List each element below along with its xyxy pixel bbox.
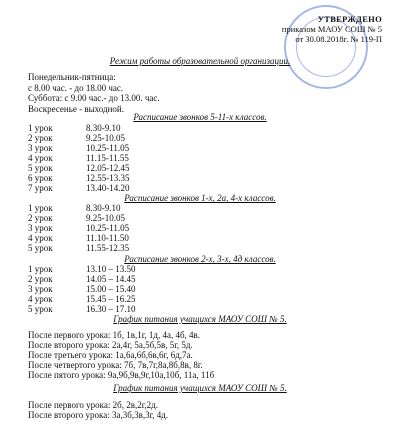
lesson-label: 3 урок (28, 143, 53, 153)
regime-line: с 8.00 час. - до 18.00 час. (28, 82, 124, 93)
lesson-label: 1 урок (28, 203, 53, 213)
schedule3-table (28, 264, 136, 314)
schedule-row (28, 233, 129, 243)
lesson-time: 8.30-9.10 (86, 123, 121, 133)
lesson-label: 2 урок (28, 213, 53, 223)
approval-order: приказом МАОУ СОШ № 5 (281, 24, 382, 34)
lesson-label: 7 урок (28, 183, 53, 193)
regime-line: Понедельник-пятница: (28, 72, 116, 82)
lesson-label: 1 урок (28, 264, 53, 274)
regime-line: Воскресенье - выходной. (28, 103, 124, 114)
regime-block (28, 72, 160, 114)
lesson-time: 10.25-11.05 (86, 223, 130, 233)
approval-heading: УТВЕРЖДЕНО (317, 14, 382, 24)
schedule-row (28, 183, 130, 193)
lesson-label: 4 урок (28, 153, 53, 163)
schedule3-title: Расписание звонков 2-х, 3-х, 4д классов. (124, 254, 276, 264)
lesson-time: 11.55-12.35 (86, 243, 130, 253)
schedule-row (28, 243, 129, 253)
lesson-time: 14.05 – 14.45 (86, 274, 136, 284)
lesson-label: 4 урок (28, 294, 53, 304)
schedule-row (28, 304, 136, 314)
lesson-label: 5 урок (28, 243, 53, 253)
lesson-label: 5 урок (28, 304, 53, 314)
schedule-row (28, 173, 130, 183)
lesson-time: 13.40-14.20 (86, 183, 130, 193)
meal-line: После первого урока: 2б, 2в,2г,2д. (28, 400, 158, 410)
meal-line: После второго урока: 2а,4г, 5а,5б,5в, 5г, 5д. (28, 340, 193, 350)
meals2-title: График питания учащихся МАОУ СОШ № 5. (113, 383, 287, 393)
schedule-row (28, 264, 136, 274)
lesson-label: 3 урок (28, 284, 53, 294)
meal-line: После пятого урока: 9а,9б,9в,9г,10а,10б, 11а, 11б (28, 370, 215, 380)
schedule1-title: Расписание звонков 5-11-х классов. (133, 112, 267, 122)
lesson-label: 2 урок (28, 274, 53, 284)
meal-line: После первого урока: 1б, 1в,1г, 1д, 4а, 4б, 4в. (28, 330, 201, 340)
schedule2-title: Расписание звонков 1-х, 2а, 4-х классов. (124, 193, 276, 203)
lesson-label: 4 урок (28, 233, 53, 243)
meals1-title: График питания учащихся МАОУ СОШ № 5. (113, 314, 287, 324)
lesson-time: 8.30-9.10 (86, 203, 121, 213)
schedule-row (28, 274, 136, 284)
schedule-row (28, 153, 130, 163)
lesson-time: 12.05-12.45 (86, 163, 130, 173)
approval-date: от 30.08.2018г. № 119-П (295, 34, 382, 44)
lesson-time: 9.25-10.05 (86, 213, 125, 223)
schedule-row (28, 123, 130, 133)
schedule-row (28, 223, 129, 233)
schedule-row (28, 143, 130, 153)
schedule2-table (28, 203, 129, 253)
lesson-time: 9.25-10.05 (86, 133, 125, 143)
meals2-block (28, 400, 168, 420)
schedule-row (28, 163, 130, 173)
lesson-label: 1 урок (28, 123, 53, 133)
schedule1-table (28, 123, 130, 193)
lesson-time: 12.55-13.35 (86, 173, 130, 183)
lesson-time: 15.00 – 15.40 (86, 284, 136, 294)
schedule-row (28, 213, 129, 223)
lesson-time: 16.30 – 17.10 (86, 304, 136, 314)
schedule-row (28, 284, 136, 294)
schedule-row (28, 203, 129, 213)
lesson-time: 13.10 – 13.50 (86, 264, 136, 274)
lesson-time: 15.45 – 16.25 (86, 294, 136, 304)
meals1-block (28, 330, 214, 380)
lesson-time: 11.15-11.55 (86, 153, 129, 163)
lesson-label: 3 урок (28, 223, 53, 233)
meal-line: После третьего урока: 1а,6а,6б,6в,6г, 6д,7а. (28, 350, 193, 360)
lesson-label: 5 урок (28, 163, 53, 173)
schedule-row (28, 294, 136, 304)
schedule-row (28, 133, 130, 143)
approval-block (282, 14, 382, 44)
regime-title: Режим работы образовательной организации. (109, 56, 291, 66)
meal-line: После четвертого урока: 7б, 7в,7г,8а,8б,8в, 8г. (28, 360, 203, 370)
lesson-time: 11.10-11.50 (86, 233, 129, 243)
meal-line: После второго урока: 3а,3б,3в,3г, 4д. (28, 410, 169, 420)
lesson-label: 2 урок (28, 133, 53, 143)
lesson-time: 10.25-11.05 (86, 143, 130, 153)
lesson-label: 6 урок (28, 173, 53, 183)
regime-line: Суббота: с 9.00 час.- до 13.00. час. (28, 93, 160, 103)
